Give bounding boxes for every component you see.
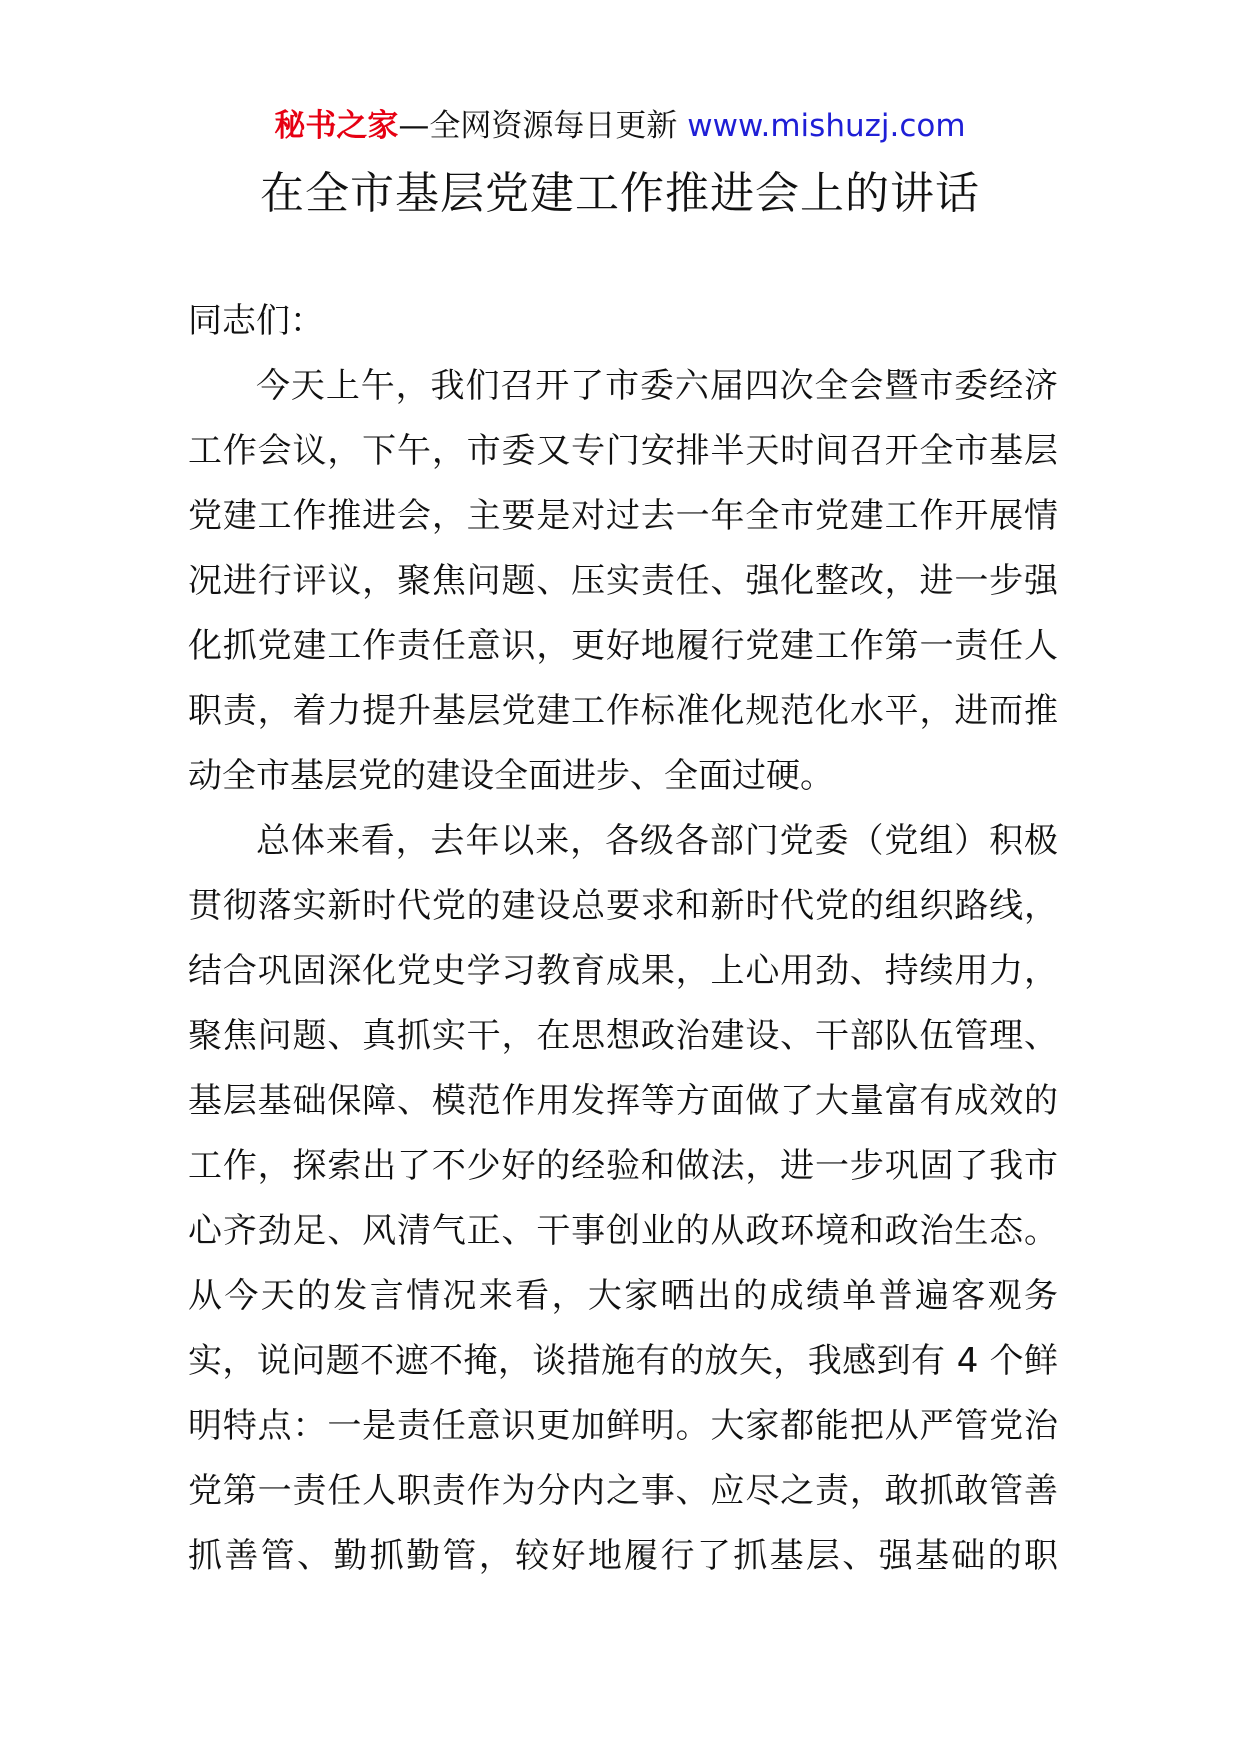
text-line: 党第一责任人职责作为分内之事、应尽之责，敢抓敢管善: [188, 1471, 1058, 1511]
text-line: 贯彻落实新时代党的建设总要求和新时代党的组织路线，: [188, 886, 1058, 926]
text-line: 抓善管、勤抓勤管，较好地履行了抓基层、强基础的职: [188, 1536, 1058, 1576]
text-line: 聚焦问题、真抓实干，在思想政治建设、干部队伍管理、: [188, 1016, 1058, 1056]
text-line: 工作，探索出了不少好的经验和做法，进一步巩固了我市: [188, 1146, 1058, 1186]
text-line: 职责，着力提升基层党建工作标准化规范化水平，进而推: [188, 691, 1058, 731]
text-line: 实，说问题不遮不掩，谈措施有的放矢，我感到有 4 个鲜: [188, 1341, 1058, 1381]
text-line: 基层基础保障、模范作用发挥等方面做了大量富有成效的: [188, 1081, 1058, 1121]
text-line: 党建工作推进会，主要是对过去一年全市党建工作开展情: [188, 496, 1058, 536]
site-banner: [0, 98, 1240, 154]
text-line: 况进行评议，聚焦问题、压实责任、强化整改，进一步强: [188, 561, 1058, 601]
text-line: 化抓党建工作责任意识，更好地履行党建工作第一责任人: [188, 626, 1058, 666]
text-line: 今天上午，我们召开了市委六届四次全会暨市委经济: [256, 366, 1058, 406]
document-title: 在全市基层党建工作推进会上的讲话: [260, 168, 980, 219]
text-line: 从今天的发言情况来看，大家晒出的成绩单普遍客观务: [188, 1276, 1058, 1316]
salutation: 同志们：: [188, 301, 324, 341]
document-body: [188, 289, 1058, 1589]
text-line: 心齐劲足、风清气正、干事创业的从政环境和政治生态。: [188, 1211, 1058, 1251]
text-line: 工作会议，下午，市委又专门安排半天时间召开全市基层: [188, 431, 1058, 471]
brand-name: 秘书之家: [274, 108, 399, 144]
text-line: 动全市基层党的建设全面进步、全面过硬。: [188, 756, 834, 796]
paragraph-1: [188, 354, 1058, 809]
text-line: 总体来看，去年以来，各级各部门党委（党组）积极: [256, 821, 1058, 861]
text-line: 结合巩固深化党史学习教育成果，上心用劲、持续用力，: [188, 951, 1058, 991]
site-url-link[interactable]: www.mishuzj.com: [687, 108, 966, 144]
text-line: 明特点：一是责任意识更加鲜明。大家都能把从严管党治: [188, 1406, 1058, 1446]
banner-tagline: —全网资源每日更新: [398, 108, 678, 144]
paragraph-2: [188, 809, 1058, 1589]
